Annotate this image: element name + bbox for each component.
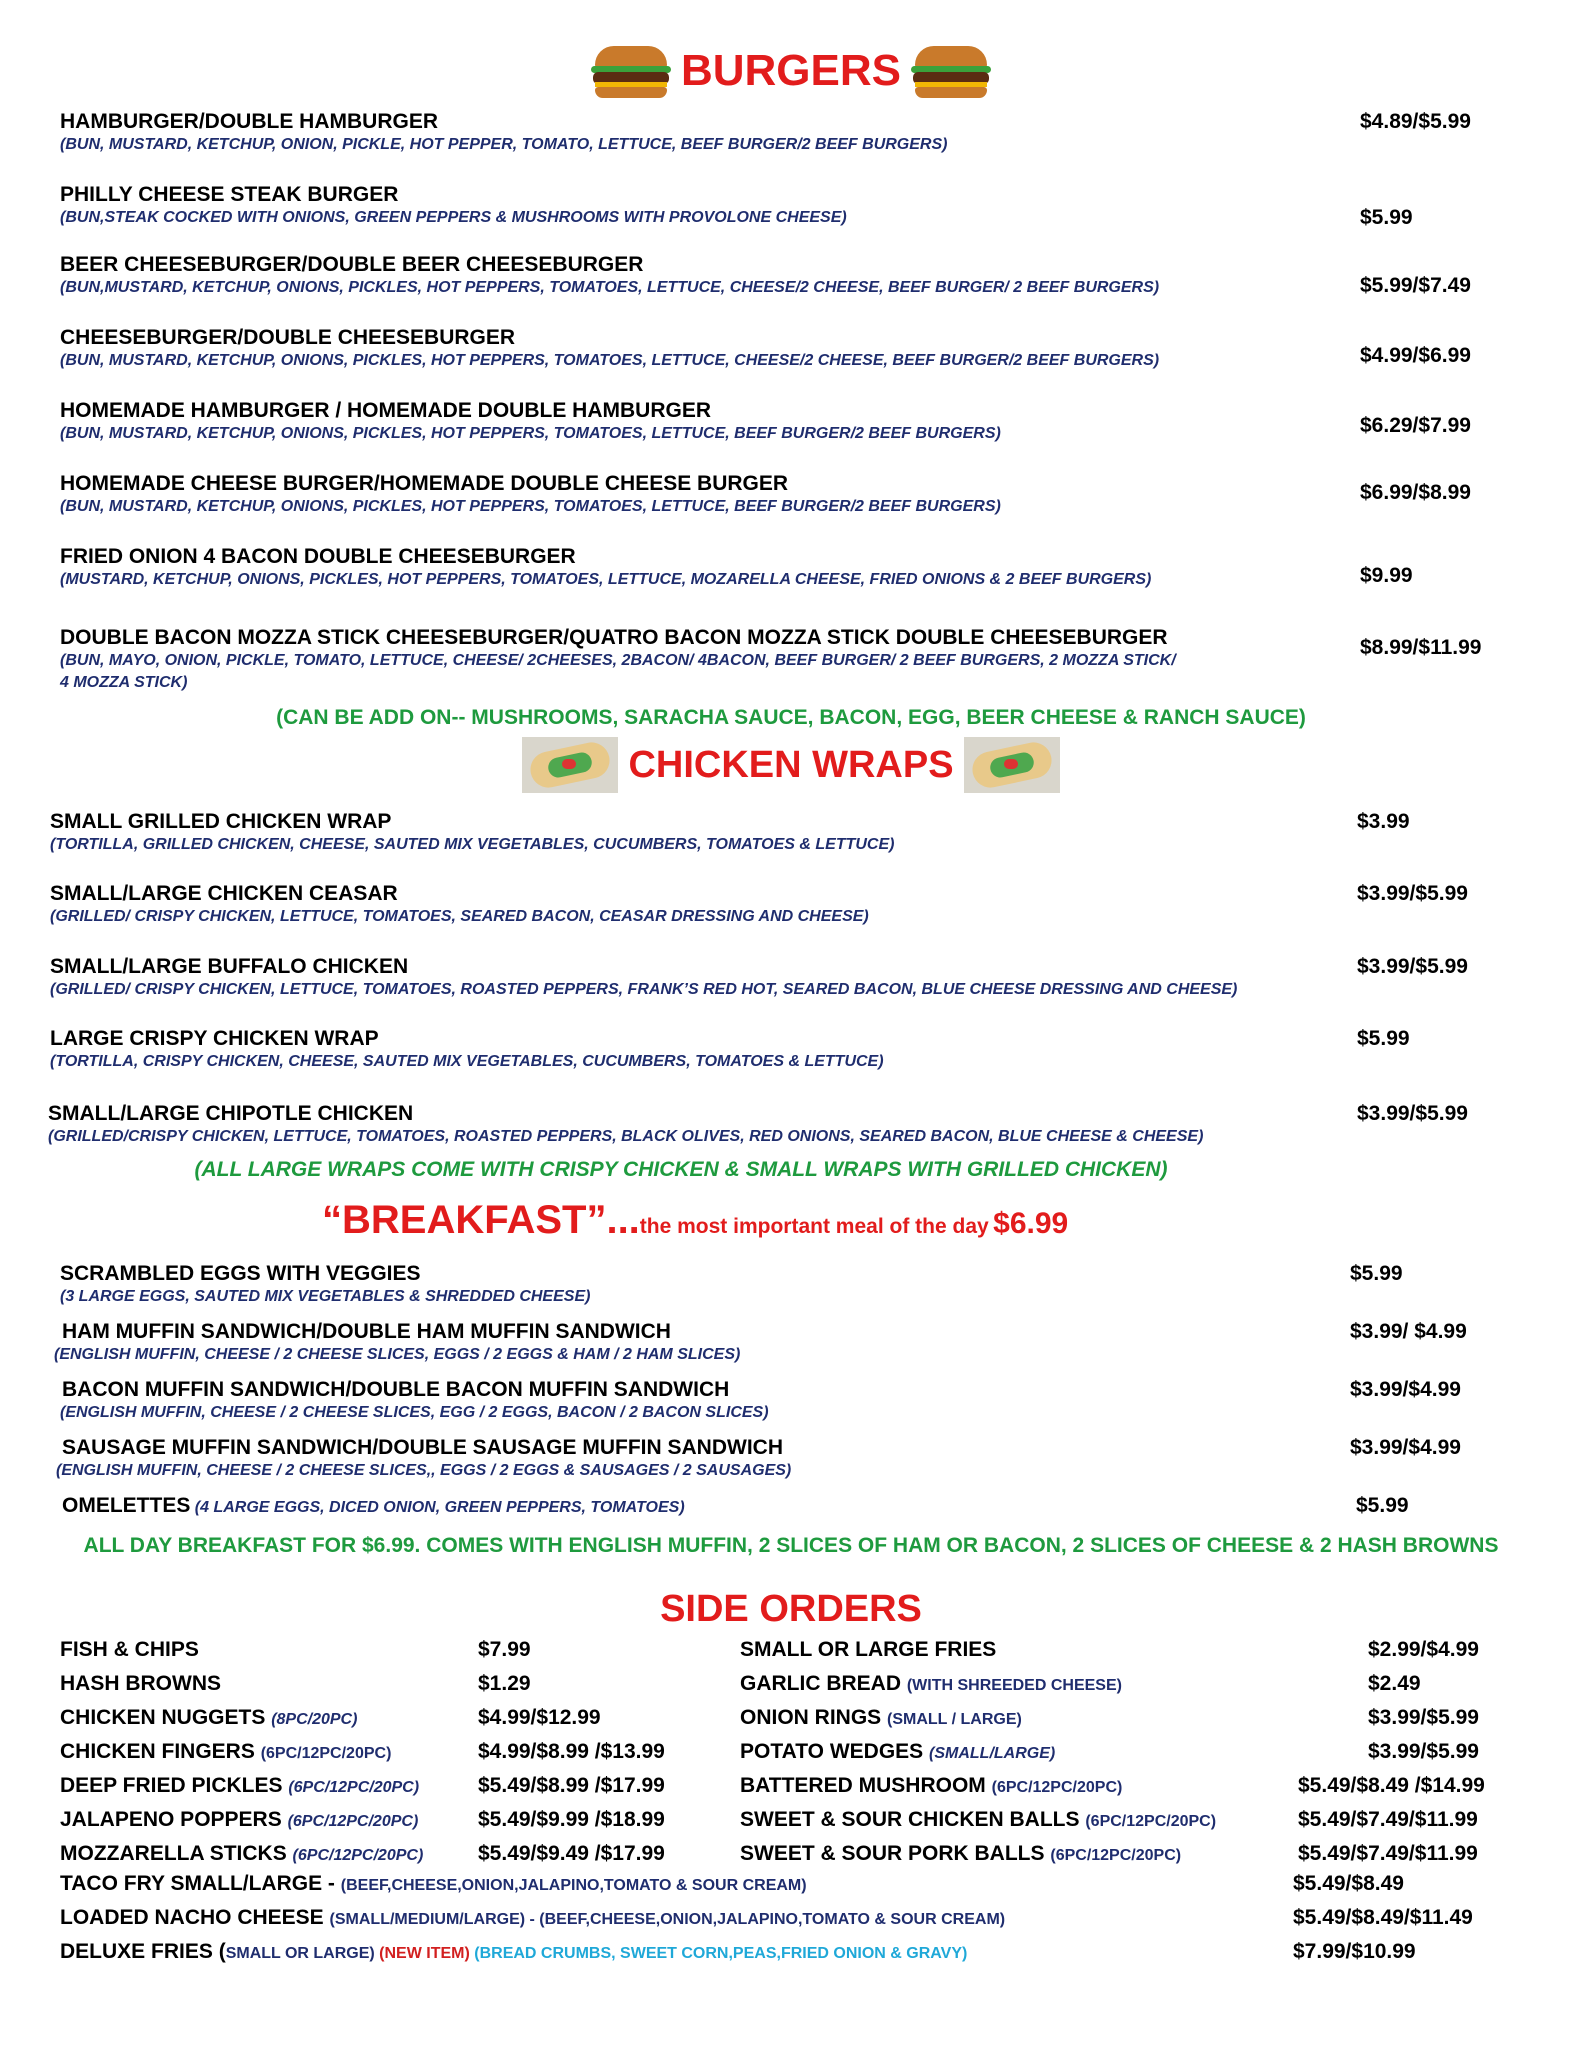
item-price: $4.99/$12.99 <box>478 1706 601 1729</box>
item-price: $3.99/$5.99 <box>1357 955 1468 978</box>
item-name: GARLIC BREAD <box>740 1672 907 1695</box>
item-name: HAMBURGER/DOUBLE HAMBURGER <box>60 110 438 133</box>
item-name: TACO FRY SMALL/LARGE - <box>60 1872 341 1895</box>
item-desc: (3 LARGE EGGS, SAUTED MIX VEGETABLES & SHREDDED CHEESE) <box>60 1288 591 1305</box>
item-name: POTATO WEDGES <box>740 1740 930 1763</box>
item-price: $3.99/$5.99 <box>1368 1706 1479 1729</box>
item-name: BEER CHEESEBURGER/DOUBLE BEER CHEESEBURGER <box>60 253 644 276</box>
item-desc: (ENGLISH MUFFIN, CHEESE / 2 CHEESE SLICES, EGG / 2 EGGS, BACON / 2 BACON SLICES) <box>60 1404 769 1421</box>
side-item <box>740 1808 1216 1832</box>
new-item-badge: (NEW ITEM) <box>379 1945 475 1962</box>
item-price: $5.49/$8.49/$11.49 <box>1293 1906 1473 1929</box>
menu-item <box>50 955 1237 1001</box>
menu-item <box>50 1027 884 1073</box>
menu-item <box>60 183 847 229</box>
item-desc: (BUN, MUSTARD, KETCHUP, ONIONS, PICKLES, HOT PEPPERS, TOMATOES, LETTUCE, CHEESE/2 CHEESE, BEEF BURGER/2 BEEF BURGERS) <box>60 352 1160 369</box>
breakfast-note: ALL DAY BREAKFAST FOR $6.99. COMES WITH ENGLISH MUFFIN, 2 SLICES OF HAM OR BACON, 2 SLICES OF CHEESE & 2 HASH BROWNS <box>83 1534 1499 1557</box>
item-price: $5.99 <box>1350 1262 1403 1285</box>
side-item <box>60 1808 418 1832</box>
item-name: SWEET & SOUR CHICKEN BALLS <box>740 1808 1086 1831</box>
item-name: SMALL/LARGE CHICKEN CEASAR <box>50 882 398 905</box>
menu-item <box>48 1102 1203 1148</box>
breakfast-header <box>322 1198 1068 1243</box>
item-price: $6.29/$7.99 <box>1360 414 1471 437</box>
item-name: DEEP FRIED PICKLES <box>60 1774 289 1797</box>
item-price: $2.99/$4.99 <box>1368 1638 1479 1661</box>
item-price: $2.49 <box>1368 1672 1421 1695</box>
item-price: $5.49/$8.99 /$17.99 <box>478 1774 665 1797</box>
item-price: $7.99/$10.99 <box>1293 1940 1416 1963</box>
burgers-header <box>0 36 1582 106</box>
menu-item <box>60 545 1151 591</box>
menu-item-omelettes <box>62 1494 685 1519</box>
item-desc: (GRILLED/ CRISPY CHICKEN, LETTUCE, TOMATOES, SEARED BACON, CEASAR DRESSING AND CHEESE) <box>50 908 869 925</box>
item-name: CHEESEBURGER/DOUBLE CHEESEBURGER <box>60 326 516 349</box>
item-sub: (6PC/12PC/20PC) <box>287 1813 419 1830</box>
item-price: $5.99/$7.49 <box>1360 274 1471 297</box>
side-item <box>740 1842 1181 1866</box>
item-sub: (SMALL/LARGE) <box>929 1745 1056 1762</box>
menu-item <box>60 253 1159 299</box>
item-name: HASH BROWNS <box>60 1672 221 1695</box>
item-name: SMALL GRILLED CHICKEN WRAP <box>50 810 392 833</box>
menu-item <box>60 1262 590 1308</box>
item-desc: (BUN,MUSTARD, KETCHUP, ONIONS, PICKLES, HOT PEPPERS, TOMATOES, LETTUCE, CHEESE/2 CHEESE, BEEF BURGER/ 2 BEEF BURGERS) <box>60 279 1160 296</box>
item-desc: (GRILLED/CRISPY CHICKEN, LETTUCE, TOMATOES, ROASTED PEPPERS, BLACK OLIVES, RED ONIONS, SEARED BACON, BLUE CHEESE & CHEESE) <box>48 1128 1204 1145</box>
burgers-title: BURGERS <box>680 46 902 95</box>
item-price: $5.49/$9.49 /$17.99 <box>478 1842 665 1865</box>
item-price: $3.99/$5.99 <box>1357 1102 1468 1125</box>
side-item <box>740 1672 1122 1696</box>
item-name: BACON MUFFIN SANDWICH/DOUBLE BACON MUFFIN SANDWICH <box>62 1378 730 1401</box>
item-price: $5.49/$8.49 <box>1293 1872 1404 1895</box>
item-name: CHICKEN NUGGETS <box>60 1706 272 1729</box>
side-item <box>60 1774 419 1798</box>
item-price: $3.99/ $4.99 <box>1350 1320 1467 1343</box>
item-desc: (ENGLISH MUFFIN, CHEESE / 2 CHEESE SLICES,, EGGS / 2 EGGS & SAUSAGES / 2 SAUSAGES) <box>56 1462 792 1479</box>
side-item <box>60 1740 391 1764</box>
side-item-deluxe <box>60 1940 967 1964</box>
item-desc: (TORTILLA, CRISPY CHICKEN, CHEESE, SAUTED MIX VEGETABLES, CUCUMBERS, TOMATOES & LETTUCE) <box>50 1053 884 1070</box>
item-price: $3.99 <box>1357 810 1410 833</box>
item-price: $4.99/$8.99 /$13.99 <box>478 1740 665 1763</box>
item-sub: (8PC/20PC) <box>271 1711 358 1728</box>
item-price: $5.99 <box>1360 206 1413 229</box>
item-desc: (4 LARGE EGGS, DICED ONION, GREEN PEPPERS, TOMATOES) <box>194 1499 685 1516</box>
item-price: $5.99 <box>1356 1494 1409 1517</box>
item-price: $7.99 <box>478 1638 531 1661</box>
item-price: $3.99/$5.99 <box>1368 1740 1479 1763</box>
breakfast-title: “BREAKFAST”... <box>322 1198 640 1242</box>
item-name: LARGE CRISPY CHICKEN WRAP <box>50 1027 379 1050</box>
menu-item <box>60 110 947 156</box>
item-sub: (6PC/12PC/20PC) <box>288 1779 420 1796</box>
sides-header <box>0 1584 1582 1634</box>
burger-icon <box>589 42 673 100</box>
item-name: SCRAMBLED EGGS WITH VEGGIES <box>60 1262 421 1285</box>
menu-item <box>56 1436 791 1482</box>
item-name: FISH & CHIPS <box>60 1638 199 1661</box>
item-extras: (BREAD CRUMBS, SWEET CORN,PEAS,FRIED ONION & GRAVY) <box>474 1945 968 1962</box>
item-name: SMALL OR LARGE FRIES <box>740 1638 997 1661</box>
item-sub: (6PC/12PC/20PC) <box>1050 1847 1182 1864</box>
item-desc: (ENGLISH MUFFIN, CHEESE / 2 CHEESE SLICES, EGGS / 2 EGGS & HAM / 2 HAM SLICES) <box>54 1346 741 1363</box>
item-name: BATTERED MUSHROOM <box>740 1774 992 1797</box>
burgers-addon-note: (CAN BE ADD ON-- MUSHROOMS, SARACHA SAUCE, BACON, EGG, BEER CHEESE & RANCH SAUCE) <box>276 706 1306 729</box>
side-item <box>60 1842 423 1866</box>
item-sub: (BEEF,CHEESE,ONION,JALAPINO,TOMATO & SOUR CREAM) <box>340 1877 807 1894</box>
item-name: DOUBLE BACON MOZZA STICK CHEESEBURGER/QUATRO BACON MOZZA STICK DOUBLE CHEESEBURGER <box>60 626 1168 649</box>
menu-item <box>60 326 1159 372</box>
item-name: LOADED NACHO CHEESE <box>60 1906 330 1929</box>
side-item <box>740 1706 1022 1730</box>
item-price: $3.99/$5.99 <box>1357 882 1468 905</box>
menu-item <box>50 810 894 856</box>
item-name: MOZZARELLA STICKS <box>60 1842 293 1865</box>
item-name: DELUXE FRIES ( <box>60 1940 226 1963</box>
menu-item <box>60 1378 769 1424</box>
menu-item <box>50 882 869 928</box>
item-name: JALAPENO POPPERS <box>60 1808 288 1831</box>
item-price: $5.99 <box>1357 1027 1410 1050</box>
item-price: $9.99 <box>1360 564 1413 587</box>
item-name: HAM MUFFIN SANDWICH/DOUBLE HAM MUFFIN SANDWICH <box>62 1320 671 1343</box>
item-name: OMELETTES <box>62 1494 191 1517</box>
wraps-note: (ALL LARGE WRAPS COME WITH CRISPY CHICKEN & SMALL WRAPS WITH GRILLED CHICKEN) <box>194 1158 1168 1181</box>
item-price: $3.99/$4.99 <box>1350 1378 1461 1401</box>
side-item <box>60 1638 199 1662</box>
item-name: HOMEMADE HAMBURGER / HOMEMADE DOUBLE HAMBURGER <box>60 399 711 422</box>
item-desc: (GRILLED/ CRISPY CHICKEN, LETTUCE, TOMATOES, ROASTED PEPPERS, FRANK’S RED HOT, SEARED BACON, BLUE CHEESE DRESSING AND CHEESE) <box>50 981 1238 998</box>
item-name: ONION RINGS <box>740 1706 888 1729</box>
side-item <box>740 1774 1122 1798</box>
item-price: $5.49/$7.49/$11.99 <box>1298 1842 1478 1865</box>
wraps-title: CHICKEN WRAPS <box>628 744 954 786</box>
item-price: $1.29 <box>478 1672 531 1695</box>
item-desc: (BUN, MUSTARD, KETCHUP, ONIONS, PICKLES, HOT PEPPERS, TOMATOES, LETTUCE, BEEF BURGER/2 BEEF BURGERS) <box>60 498 1001 515</box>
side-item <box>60 1672 221 1696</box>
menu-item <box>60 399 1001 445</box>
item-price: $3.99/$4.99 <box>1350 1436 1461 1459</box>
item-sub: SMALL OR LARGE) <box>225 1945 380 1962</box>
item-desc: (MUSTARD, KETCHUP, ONIONS, PICKLES, HOT PEPPERS, TOMATOES, LETTUCE, MOZARELLA CHEESE, FRIED ONIONS & 2 BEEF BURGERS) <box>60 571 1152 588</box>
menu-item <box>60 626 1180 694</box>
side-item <box>740 1638 996 1662</box>
wrap-icon <box>964 737 1060 793</box>
item-name: SMALL/LARGE CHIPOTLE CHICKEN <box>48 1102 414 1125</box>
item-price: $8.99/$11.99 <box>1360 636 1482 659</box>
item-desc: (BUN, MUSTARD, KETCHUP, ONION, PICKLE, HOT PEPPER, TOMATO, LETTUCE, BEEF BURGER/2 BEEF BURGERS) <box>60 136 948 153</box>
item-name: SAUSAGE MUFFIN SANDWICH/DOUBLE SAUSAGE MUFFIN SANDWICH <box>62 1436 783 1459</box>
item-name: PHILLY CHEESE STEAK BURGER <box>60 183 399 206</box>
item-sub: (6PC/12PC/20PC) <box>991 1779 1123 1796</box>
menu-item <box>60 472 1001 518</box>
menu-item <box>54 1320 740 1366</box>
item-sub: (6PC/12PC/20PC) <box>260 1745 392 1762</box>
item-name: FRIED ONION 4 BACON DOUBLE CHEESEBURGER <box>60 545 576 568</box>
wraps-header <box>0 734 1582 796</box>
wrap-icon <box>522 737 618 793</box>
item-desc: (BUN, MUSTARD, KETCHUP, ONIONS, PICKLES, HOT PEPPERS, TOMATOES, LETTUCE, BEEF BURGER/2 BEEF BURGERS) <box>60 425 1001 442</box>
item-name: SMALL/LARGE BUFFALO CHICKEN <box>50 955 409 978</box>
item-price: $5.49/$7.49/$11.99 <box>1298 1808 1478 1831</box>
breakfast-title-price: $6.99 <box>993 1207 1069 1240</box>
item-name: SWEET & SOUR PORK BALLS <box>740 1842 1051 1865</box>
item-sub: (6PC/12PC/20PC) <box>1085 1813 1217 1830</box>
side-item <box>60 1706 357 1730</box>
item-sub: (6PC/12PC/20PC) <box>292 1847 424 1864</box>
item-desc: (BUN,STEAK COCKED WITH ONIONS, GREEN PEPPERS & MUSHROOMS WITH PROVOLONE CHEESE) <box>60 209 847 226</box>
item-price: $6.99/$8.99 <box>1360 481 1471 504</box>
item-sub: (SMALL/MEDIUM/LARGE) - (BEEF,CHEESE,ONION,JALAPINO,TOMATO & SOUR CREAM) <box>329 1911 1006 1928</box>
breakfast-tagline: the most important meal of the day <box>639 1215 989 1238</box>
item-desc: (BUN, MAYO, ONION, PICKLE, TOMATO, LETTUCE, CHEESE/ 2CHEESES, 2BACON/ 4BACON, BEEF BURGER/ 2 BEEF BURGERS, 2 MOZZA STICK/ 4 MOZZA STICK) <box>60 652 1176 691</box>
item-sub: (WITH SHREEDED CHEESE) <box>906 1677 1122 1694</box>
item-name: HOMEMADE CHEESE BURGER/HOMEMADE DOUBLE CHEESE BURGER <box>60 472 789 495</box>
sides-title: SIDE ORDERS <box>660 1588 922 1630</box>
item-name: CHICKEN FINGERS <box>60 1740 261 1763</box>
burger-icon <box>909 42 993 100</box>
item-sub: (SMALL / LARGE) <box>887 1711 1022 1728</box>
item-price: $4.89/$5.99 <box>1360 110 1471 133</box>
item-desc: (TORTILLA, GRILLED CHICKEN, CHEESE, SAUTED MIX VEGETABLES, CUCUMBERS, TOMATOES & LETTUCE) <box>50 836 895 853</box>
item-price: $5.49/$8.49 /$14.99 <box>1298 1774 1485 1797</box>
item-price: $5.49/$9.99 /$18.99 <box>478 1808 665 1831</box>
side-item-taco <box>60 1872 807 1896</box>
side-item <box>740 1740 1055 1764</box>
side-item-nacho <box>60 1906 1005 1930</box>
item-price: $4.99/$6.99 <box>1360 344 1471 367</box>
